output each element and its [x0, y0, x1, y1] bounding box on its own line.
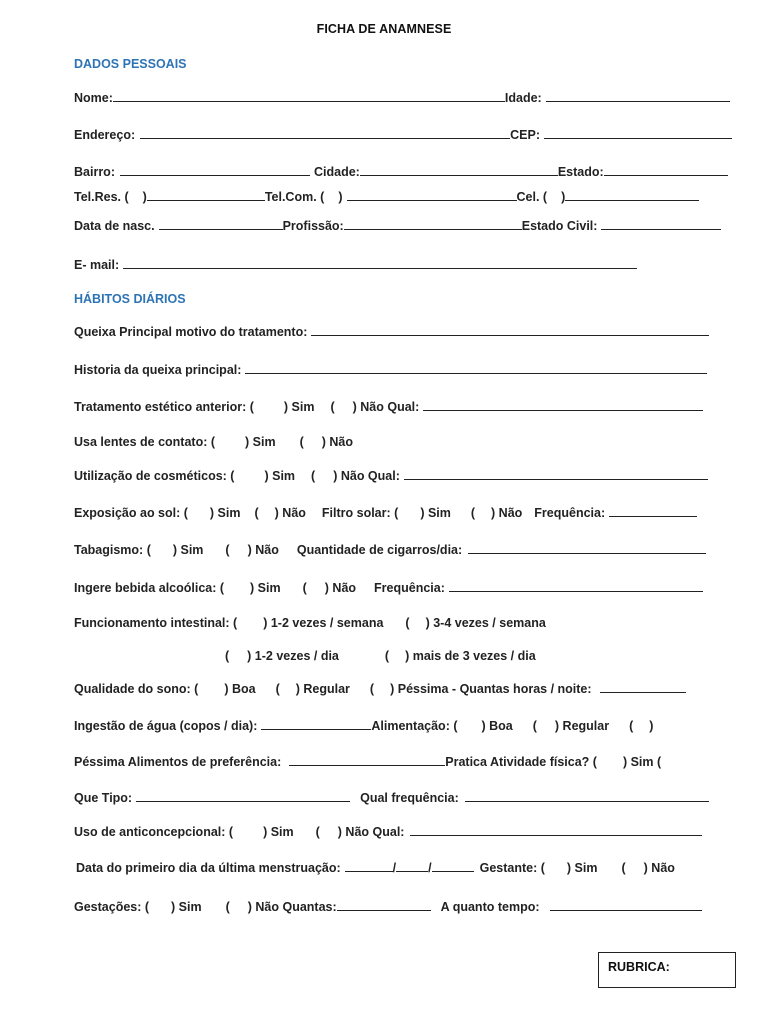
agua-field[interactable]	[261, 719, 371, 730]
label-tratamento: Tratamento estético anterior: (	[74, 400, 254, 414]
intestinal-opt3-label: ) 1-2 vezes / dia	[247, 649, 339, 663]
historia-field[interactable]	[245, 363, 707, 374]
row-menstruacao	[76, 861, 675, 875]
label-profissao: Profissão:	[282, 219, 344, 233]
rubrica-box[interactable]	[598, 952, 736, 988]
date-slash-2: /	[428, 861, 432, 875]
qual-frequencia-field[interactable]	[465, 791, 709, 802]
row-telefones	[74, 190, 699, 204]
tratamento-nao-paren: (	[330, 400, 335, 414]
endereco-field[interactable]	[140, 128, 510, 139]
tratamento-nao-label: ) Não Qual:	[352, 400, 420, 414]
quanto-tempo-field[interactable]	[550, 900, 702, 911]
row-historia	[74, 363, 707, 377]
label-idade: Idade:	[504, 91, 542, 105]
label-cep: CEP:	[510, 128, 541, 142]
row-lentes	[74, 435, 353, 449]
sono-horas-field[interactable]	[600, 682, 686, 693]
telcom-paren: )	[338, 190, 343, 204]
idade-field[interactable]	[546, 91, 730, 102]
lentes-sim-label: ) Sim	[245, 435, 276, 449]
tratamento-qual-field[interactable]	[423, 400, 703, 411]
row-intestinal-2	[225, 649, 536, 663]
label-gestante: Gestante: (	[479, 861, 545, 875]
bebida-nao-paren: (	[302, 581, 307, 595]
label-queixa: Queixa Principal motivo do tratamento:	[74, 325, 308, 339]
row-nome	[74, 91, 730, 105]
section-dados-pessoais: DADOS PESSOAIS	[74, 57, 187, 71]
row-anticoncepcional	[74, 825, 702, 839]
civil-field[interactable]	[601, 219, 721, 230]
bairro-field[interactable]	[120, 165, 310, 176]
gestacoes-nao-label: ) Não Quantas:	[247, 900, 337, 914]
label-cidade: Cidade:	[313, 165, 360, 179]
lentes-nao-label: ) Não	[321, 435, 353, 449]
anti-qual-field[interactable]	[410, 825, 702, 836]
alimentacao-regular-label: ) Regular	[554, 719, 610, 733]
label-cel: Cel. (	[516, 190, 548, 204]
label-anticoncepcional: Uso de anticoncepcional: (	[74, 825, 234, 839]
filtro-nao-label: ) Não	[491, 506, 523, 520]
lentes-nao-paren: (	[299, 435, 304, 449]
row-agua	[74, 719, 653, 733]
label-sono: Qualidade do sono: (	[74, 682, 199, 696]
telres-field[interactable]	[147, 190, 265, 201]
label-intestinal: Funcionamento intestinal: (	[74, 616, 238, 630]
label-filtro: Filtro solar: (	[321, 506, 399, 520]
row-endereco	[74, 128, 732, 142]
label-email: E- mail:	[74, 258, 120, 272]
row-gestacoes	[74, 900, 702, 914]
anti-nao-label: ) Não Qual:	[337, 825, 405, 839]
cosmeticos-nao-label: ) Não Qual:	[333, 469, 400, 483]
sono-regular-label: ) Regular	[295, 682, 350, 696]
cosmeticos-sim-label: ) Sim	[264, 469, 296, 483]
cigarros-field[interactable]	[468, 543, 706, 554]
label-frequencia: Frequência:	[534, 506, 606, 520]
row-email	[74, 258, 637, 272]
filtro-nao-paren: (	[470, 506, 476, 520]
anti-sim-label: ) Sim	[263, 825, 294, 839]
label-estado: Estado:	[557, 165, 604, 179]
intestinal-opt3-paren: (	[225, 649, 230, 663]
queixa-field[interactable]	[311, 325, 709, 336]
cel-paren: )	[561, 190, 566, 204]
intestinal-opt4-label: ) mais de 3 vezes / dia	[405, 649, 536, 663]
nome-field[interactable]	[113, 91, 505, 102]
sono-boa-label: ) Boa	[224, 682, 256, 696]
intestinal-opt4-paren: (	[384, 649, 390, 663]
label-endereco: Endereço:	[74, 128, 136, 142]
row-tipo	[74, 791, 709, 805]
label-bebida-frequencia: Frequência:	[374, 581, 445, 595]
label-historia: Historia da queixa principal:	[74, 363, 242, 377]
intestinal-opt2-paren: (	[405, 616, 410, 630]
quetipo-field[interactable]	[136, 791, 350, 802]
row-tabagismo	[74, 543, 706, 557]
label-gestacoes: Gestações: (	[74, 900, 150, 914]
label-civil: Estado Civil:	[521, 219, 598, 233]
row-preferencia	[74, 755, 661, 769]
sono-pessima-label: ) Péssima - Quantas horas / noite:	[390, 682, 592, 696]
menstruacao-mes-field[interactable]	[396, 861, 428, 872]
bebida-frequencia-field[interactable]	[449, 581, 703, 592]
sono-regular-paren: (	[275, 682, 280, 696]
form-title: FICHA DE ANAMNESE	[316, 22, 452, 36]
label-agua: Ingestão de água (copos / dia):	[74, 719, 258, 733]
sol-frequencia-field[interactable]	[609, 506, 697, 517]
atividade-sim-label: ) Sim (	[622, 755, 662, 769]
bebida-nao-label: ) Não	[324, 581, 357, 595]
label-qual-frequencia: Qual frequência:	[360, 791, 459, 805]
telres-paren: )	[142, 190, 147, 204]
anti-nao-paren: (	[315, 825, 320, 839]
email-field[interactable]	[123, 258, 637, 269]
row-sol	[74, 506, 697, 520]
label-lentes: Usa lentes de contato: (	[74, 435, 215, 449]
row-bebida	[74, 581, 703, 595]
cidade-field[interactable]	[360, 165, 558, 176]
label-pessima-alimentos: Péssima Alimentos de preferência:	[74, 755, 282, 769]
label-cigarros: Quantidade de cigarros/dia:	[296, 543, 463, 557]
profissao-field[interactable]	[344, 219, 522, 230]
alimentacao-boa-label: ) Boa	[481, 719, 513, 733]
label-sol: Exposição ao sol: (	[74, 506, 188, 520]
tabagismo-nao-paren: (	[225, 543, 230, 557]
gestacoes-nao-paren: (	[225, 900, 230, 914]
telcom-field[interactable]	[347, 190, 517, 201]
label-telres: Tel.Res. (	[74, 190, 129, 204]
label-quanto-tempo: A quanto tempo:	[440, 900, 540, 914]
row-cosmeticos	[74, 469, 708, 483]
label-quetipo: Que Tipo:	[74, 791, 133, 805]
label-nome: Nome:	[74, 91, 113, 105]
filtro-sim-label: ) Sim	[420, 506, 451, 520]
tratamento-sim-label: ) Sim	[283, 400, 315, 414]
bebida-sim-label: ) Sim	[250, 581, 281, 595]
row-intestinal	[74, 616, 546, 630]
label-alimentacao: Alimentação: (	[371, 719, 458, 733]
label-cosmeticos: Utilização de cosméticos: (	[74, 469, 235, 483]
estado-field[interactable]	[604, 165, 728, 176]
nasc-field[interactable]	[159, 219, 283, 230]
cel-field[interactable]	[565, 190, 699, 201]
menstruacao-ano-field[interactable]	[432, 861, 474, 872]
row-sono	[74, 682, 686, 696]
label-telcom: Tel.Com. (	[264, 190, 325, 204]
label-tabagismo: Tabagismo: (	[74, 543, 151, 557]
label-bebida: Ingere bebida alcoólica: (	[74, 581, 225, 595]
label-menstruacao: Data do primeiro dia da última menstruação:	[76, 861, 341, 875]
cosmeticos-qual-field[interactable]	[404, 469, 708, 480]
menstruacao-dia-field[interactable]	[345, 861, 393, 872]
tabagismo-nao-label: ) Não	[247, 543, 279, 557]
label-bairro: Bairro:	[74, 165, 115, 179]
label-nasc: Data de nasc.	[74, 219, 155, 233]
alimentacao-pessima-close: )	[649, 719, 654, 733]
date-slash-1: /	[392, 861, 397, 875]
cosmeticos-nao-paren: (	[311, 469, 316, 483]
intestinal-opt1-label: ) 1-2 vezes / semana	[263, 616, 384, 630]
gestante-sim-label: ) Sim	[566, 861, 598, 875]
section-habitos-diarios: HÁBITOS DIÁRIOS	[74, 292, 186, 306]
sol-sim-label: ) Sim	[209, 506, 241, 520]
tabagismo-sim-label: ) Sim	[172, 543, 204, 557]
gestante-nao-label: ) Não	[643, 861, 675, 875]
sono-pessima-paren: (	[369, 682, 375, 696]
row-queixa	[74, 325, 709, 339]
rubrica-label: RUBRICA:	[608, 960, 670, 974]
row-tratamento	[74, 400, 703, 414]
alimentacao-regular-paren: (	[532, 719, 537, 733]
gestacoes-quantas-field[interactable]	[337, 900, 431, 911]
sol-nao-label: ) Não	[274, 506, 306, 520]
alimentacao-pessima-paren: (	[629, 719, 634, 733]
cep-field[interactable]	[544, 128, 732, 139]
row-nascimento	[74, 219, 721, 233]
label-atividade: Pratica Atividade física? (	[445, 755, 597, 769]
sol-nao-paren: (	[254, 506, 259, 520]
alimentos-preferencia-field[interactable]	[289, 755, 445, 766]
intestinal-opt2-label: ) 3-4 vezes / semana	[425, 616, 546, 630]
row-bairro	[74, 165, 728, 179]
gestante-nao-paren: (	[621, 861, 626, 875]
gestacoes-sim-label: ) Sim	[171, 900, 202, 914]
